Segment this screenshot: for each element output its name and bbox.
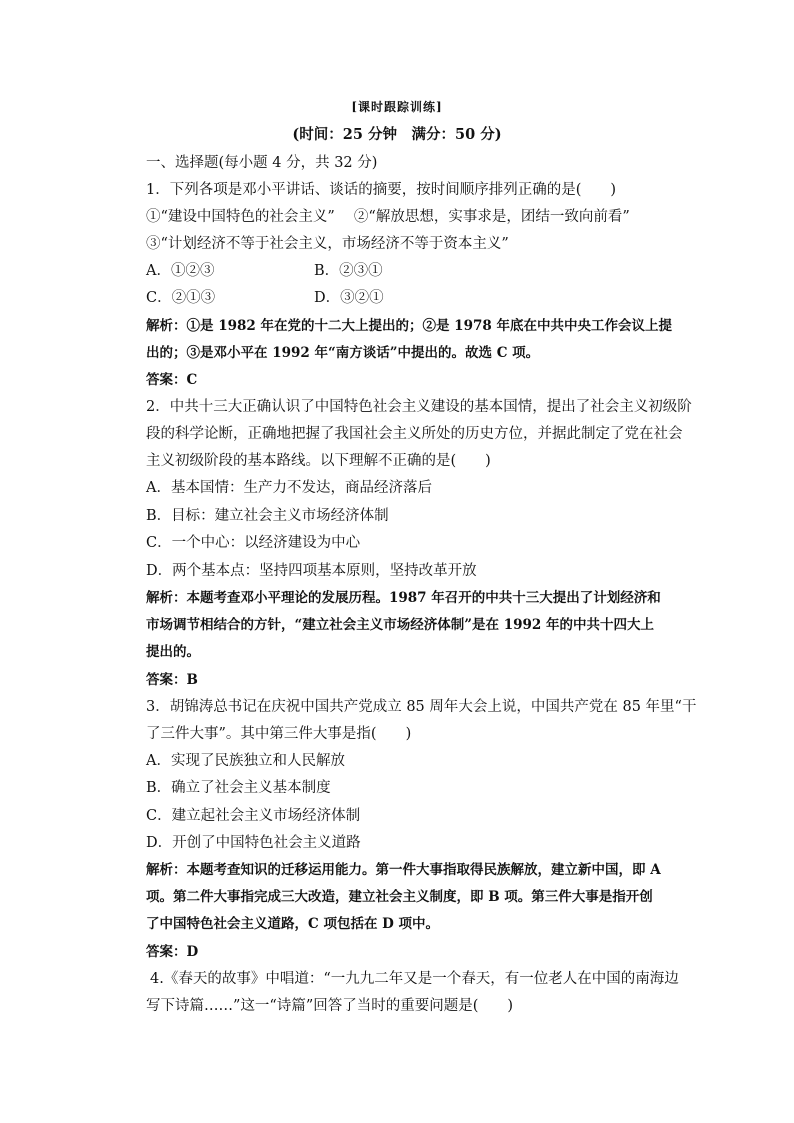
q2-analysis-line3: 提出的。 bbox=[146, 644, 200, 660]
section-title: [课时跟踪训练] bbox=[351, 100, 443, 114]
time-info: (时间：25 分钟 满分：50 分) bbox=[292, 126, 502, 143]
q2-option-c: C．一个中心：以经济建设为中心 bbox=[146, 535, 361, 551]
q2-option-b: B．目标：建立社会主义市场经济体制 bbox=[146, 508, 389, 524]
q2-stem-line1: 2．中共十三大正确认识了中国特色社会主义建设的基本国情，提出了社会主义初级阶 bbox=[146, 399, 692, 415]
q3-analysis-line1: 解析：本题考查知识的迁移运用能力。第一件大事指取得民族解放，建立新中国，即 A bbox=[146, 862, 661, 878]
q3-analysis-line3: 了中国特色社会主义道路，C 项包括在 D 项中。 bbox=[146, 916, 440, 932]
q3-stem-line1: 3．胡锦涛总书记在庆祝中国共产党成立 85 周年大会上说，中国共产党在 85 年里“干 bbox=[146, 699, 697, 715]
q2-stem-line3: 主义初级阶段的基本路线。以下理解不正确的是( ) bbox=[146, 453, 491, 469]
q1-items-line1: ①“建设中国特色的社会主义” ②“解放思想，实事求是，团结一致向前看” bbox=[146, 209, 630, 225]
section-heading: 一、选择题(每小题 4 分，共 32 分) bbox=[146, 155, 378, 171]
q3-analysis-line2: 项。第二件大事指完成三大改造，建立社会主义制度，即 B 项。第三件大事是指开创 bbox=[146, 889, 653, 905]
q3-option-b: B．确立了社会主义基本制度 bbox=[146, 780, 331, 796]
q1-analysis-line1: 解析：①是 1982 年在党的十二大上提出的；②是 1978 年底在中共中央工作会议上提 bbox=[146, 318, 672, 334]
q1-option-a: A．①②③ bbox=[146, 263, 215, 279]
q1-analysis-line2: 出的；③是邓小平在 1992 年“南方谈话”中提出的。故选 C 项。 bbox=[146, 345, 540, 361]
q3-answer: 答案：D bbox=[146, 944, 199, 960]
q4-stem-line1: 4.《春天的故事》中唱道：“一九九二年又是一个春天，有一位老人在中国的南海边 bbox=[150, 971, 679, 987]
q4-stem-line2: 写下诗篇……”这一“诗篇”回答了当时的重要问题是( ) bbox=[146, 998, 514, 1014]
q1-answer: 答案：C bbox=[146, 372, 198, 388]
q3-option-c: C．建立起社会主义市场经济体制 bbox=[146, 808, 361, 824]
q3-option-a: A．实现了民族独立和人民解放 bbox=[146, 753, 345, 769]
q1-items-line2: ③“计划经济不等于社会主义，市场经济不等于资本主义” bbox=[146, 236, 509, 252]
q1-option-c: C．②①③ bbox=[146, 290, 216, 306]
q2-analysis-line1: 解析：本题考查邓小平理论的发展历程。1987 年召开的中共十三大提出了计划经济和 bbox=[146, 590, 661, 606]
q1-option-d: D．③②① bbox=[314, 290, 384, 306]
q1-stem: 1．下列各项是邓小平讲话、谈话的摘要，按时间顺序排列正确的是( ) bbox=[146, 182, 617, 198]
q2-stem-line2: 段的科学论断，正确地把握了我国社会主义所处的历史方位，并据此制定了党在社会 bbox=[146, 426, 683, 442]
q3-stem-line2: 了三件大事”。其中第三件大事是指( ) bbox=[146, 726, 412, 742]
q2-option-a: A．基本国情：生产力不发达，商品经济落后 bbox=[146, 480, 432, 496]
q3-option-d: D．开创了中国特色社会主义道路 bbox=[146, 835, 361, 851]
q2-answer: 答案：B bbox=[146, 672, 198, 688]
q1-option-b: B．②③① bbox=[314, 263, 383, 279]
q2-option-d: D．两个基本点：坚持四项基本原则，坚持改革开放 bbox=[146, 563, 477, 579]
q2-analysis-line2: 市场调节相结合的方针，“建立社会主义市场经济体制”是在 1992 年的中共十四大上 bbox=[146, 617, 655, 633]
